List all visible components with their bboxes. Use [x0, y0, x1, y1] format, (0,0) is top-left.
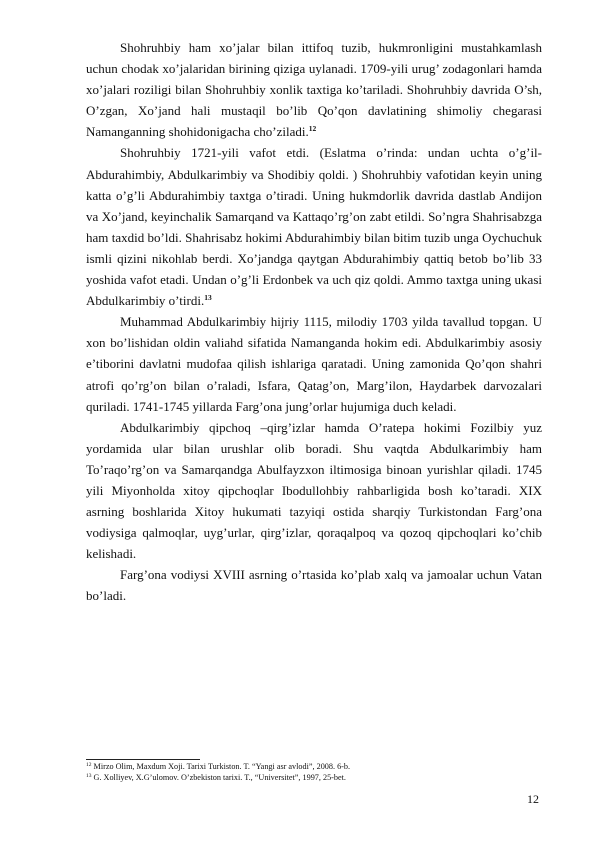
footnote-12 — [86, 762, 542, 773]
footnote-ref-12[interactable]: 12 — [308, 124, 317, 134]
paragraph-3: Muhammad Abdulkarimbiy hijriy 1115, milodiy 1703 yilda tavallud topgan. U xon bo’lishidan oldin valiahd sifatida Namanganda hokim edi. Abdulkarimbiy asosiy e’tiborini davlatni mudofaa qilish ishlariga qaratadi. Uning zamonida Qo’qon shahri atrofi qo’rg’on bilan o’raladi, Isfara, Qatag’on, Marg’ilon, Haydarbek darvozalari quriladi. 1741-1745 yillarda Farg’ona jung’orlar hujumiga duch keladi. — [86, 314, 542, 414]
body-text — [86, 37, 542, 607]
footnote-text: Mirzo Olim, Maxdum Xoji. Tarixi Turkiston. T. “Yangi asr avlodi”, 2008. 6-b. — [93, 762, 351, 771]
paragraph-5: Farg’ona vodiysi XVIII asrning o’rtasida ko’plab xalq va jamoalar uchun Vatan bo’ladi. — [86, 567, 542, 604]
paragraph-1: Shohruhbiy ham xo’jalar bilan ittifoq tuzib, hukmronligini mustahkamlash uchun chodak xo’jalaridan birining qiziga uylanadi. 1709-yili urug’ zodagonlari hamda xo’jalari roziligi bilan Shohruhbiy xonlik taxtiga ko’tariladi. Shohruhbiy davrida O’sh, O’zgan, Xo’jand hali mustaqil bo’lib Qo’qon davlatining shimoliy chegarasi Namanganning shohidonigacha cho’ziladi.$^{12}$ — [86, 40, 542, 140]
footnote-text: G. Xolliyev, X.G’ulomov. O’zbekiston tarixi. T., “Universitet”, 1997, 25-bet. — [93, 772, 346, 782]
page-number: 12 — [527, 792, 539, 806]
footnote-separator — [86, 759, 200, 760]
footnote-13 — [86, 773, 542, 784]
footnotes — [86, 762, 542, 783]
footnote-number: 12 — [86, 762, 92, 768]
paragraph-2: Shohruhbiy 1721-yili vafot etdi. (Eslatma o’rinda: undan uchta o’g’il-Abdurahimbiy, Abdulkarimbiy va Shodibiy qoldi. ) Shohruhbiy vafotidan keyin uning katta o’g’li Abdurahimbiy taxtga o’tiradi. Uning hukmdorlik davrida dastlab Andijon va Xo’jand, keyinchalik Samarqand va Kattaqo’rg’on zabt etildi. So’ngra Shahrisabzga ham taxdid bo’ldi. Shahrisabz hokimi Abdurahimbiy bilan bitim tuzib unga Oychuchuk ismli qizini nikohlab berdi. Xo’jandga qaytgan Abdurahimbiy qattiq betob bo’lib 33 yoshida vafot etadi. Undan o’g’li Erdonbek va uch qiz qoldi. Ammo taxtga uning ukasi Abdulkarimbiy o’tirdi.$^{13}$ — [86, 145, 542, 309]
footnote-ref-13[interactable]: 13 — [204, 293, 212, 303]
paragraph-4: Abdulkarimbiy qipchoq –qirg’izlar hamda O’ratepa hokimi Fozilbiy yuz yordamida ular bilan urushlar olib boradi. Shu vaqtda Abdulkarimbiy ham To’raqo’rg’on va Samarqandga Abulfayzxon iltimosiga binoan yurishlar qiladi. 1745 yili Miyonholda xitoy qipchoqlar Ibodullohbiy rahbarligida bosh ko’taradi. XIX asrning boshlarida Xitoy hukumati tazyiqi ostida sharqiy Turkistondan Farg’ona vodiysiga qalmoqlar, uyg’urlar, qirg’izlar, qoraqalpoq va qozoq qipchoqlari ko’chib kelishadi. — [86, 419, 542, 562]
footnote-number: 13 — [86, 772, 92, 779]
